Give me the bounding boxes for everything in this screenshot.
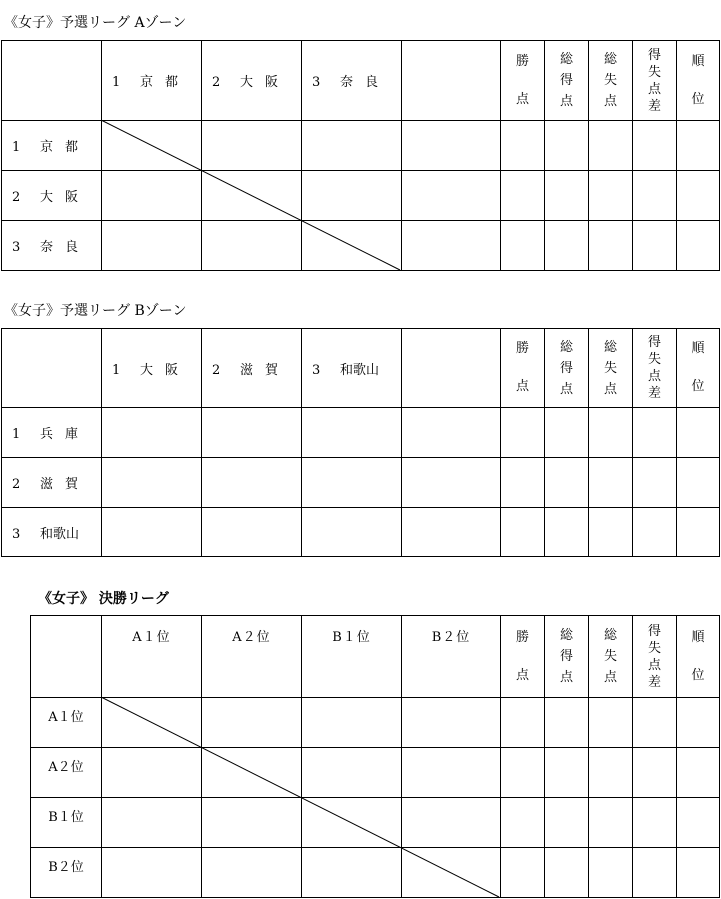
table-row <box>2 121 720 171</box>
table-row <box>2 171 720 221</box>
row-header-team-3: 3 和歌山 <box>2 508 102 557</box>
score-cell[interactable] <box>202 171 302 221</box>
score-cell[interactable] <box>102 408 202 458</box>
col-header-team-3: 3 奈良 <box>302 41 402 121</box>
corner-cell <box>31 616 102 698</box>
total-conceded-header: 総 失 点 <box>589 616 633 698</box>
stat-cell[interactable] <box>501 121 545 171</box>
stat-cell[interactable] <box>633 698 677 748</box>
rank-header: 順 位 <box>677 329 720 408</box>
stat-cell[interactable] <box>589 221 633 271</box>
score-cell[interactable] <box>102 221 202 271</box>
zone-b-title: 《女子》予選リーグ Bゾーン <box>4 303 187 319</box>
score-cell[interactable] <box>102 698 202 748</box>
score-cell[interactable] <box>402 171 501 221</box>
win-points-header: 勝 点 <box>501 616 545 698</box>
stat-cell[interactable] <box>677 408 720 458</box>
stat-cell[interactable] <box>633 171 677 221</box>
stat-cell[interactable] <box>677 458 720 508</box>
stat-cell[interactable] <box>677 698 720 748</box>
score-cell[interactable] <box>202 848 302 898</box>
score-cell[interactable] <box>102 798 202 848</box>
score-cell[interactable] <box>402 798 501 848</box>
score-cell[interactable] <box>302 848 402 898</box>
stat-cell[interactable] <box>545 171 589 221</box>
stat-cell[interactable] <box>677 798 720 848</box>
score-cell[interactable] <box>402 698 501 748</box>
col-header-b1: B１位 <box>302 616 402 698</box>
total-conceded-header: 総 失 点 <box>589 329 633 408</box>
point-diff-header: 得 失 点 差 <box>633 329 677 408</box>
table-row <box>2 408 720 458</box>
score-cell[interactable] <box>202 748 302 798</box>
rank-header: 順 位 <box>677 41 720 121</box>
score-cell[interactable] <box>402 748 501 798</box>
zone-b-table <box>1 328 720 557</box>
stat-cell[interactable] <box>589 748 633 798</box>
stat-cell[interactable] <box>589 698 633 748</box>
score-cell[interactable] <box>102 171 202 221</box>
stat-cell[interactable] <box>545 698 589 748</box>
col-header-team-1: 1 京都 <box>102 41 202 121</box>
row-header-team-2: 2 大阪 <box>2 171 102 221</box>
stat-cell[interactable] <box>545 508 589 557</box>
total-scored-header: 総 得 点 <box>545 616 589 698</box>
stat-cell[interactable] <box>633 748 677 798</box>
stat-cell[interactable] <box>501 221 545 271</box>
zone-a-title: 《女子》予選リーグ Aゾーン <box>4 15 187 31</box>
stat-cell[interactable] <box>545 458 589 508</box>
point-diff-header: 得 失 点 差 <box>633 41 677 121</box>
stat-cell[interactable] <box>589 408 633 458</box>
stat-cell[interactable] <box>501 508 545 557</box>
score-cell[interactable] <box>302 698 402 748</box>
row-header-team-1: 1 兵庫 <box>2 408 102 458</box>
table-row <box>31 798 720 848</box>
score-cell[interactable] <box>102 121 202 171</box>
stat-cell[interactable] <box>633 408 677 458</box>
stat-cell[interactable] <box>589 121 633 171</box>
score-cell[interactable] <box>102 748 202 798</box>
stat-cell[interactable] <box>501 698 545 748</box>
stat-cell[interactable] <box>589 458 633 508</box>
score-cell[interactable] <box>302 171 402 221</box>
score-cell[interactable] <box>402 221 501 271</box>
stat-cell[interactable] <box>633 848 677 898</box>
stat-cell[interactable] <box>501 798 545 848</box>
table-row <box>31 698 720 748</box>
stat-cell[interactable] <box>677 171 720 221</box>
row-header-a1: A１位 <box>31 698 102 748</box>
score-cell[interactable] <box>402 848 501 898</box>
score-cell[interactable] <box>202 698 302 748</box>
table-row <box>2 458 720 508</box>
stat-cell[interactable] <box>633 798 677 848</box>
col-header-team-1: 1 大阪 <box>102 329 202 408</box>
stat-cell[interactable] <box>501 171 545 221</box>
stat-cell[interactable] <box>545 121 589 171</box>
stat-cell[interactable] <box>501 748 545 798</box>
stat-cell[interactable] <box>501 458 545 508</box>
stat-cell[interactable] <box>677 221 720 271</box>
row-header-a2: A２位 <box>31 748 102 798</box>
row-header-team-2: 2 滋賀 <box>2 458 102 508</box>
stat-cell[interactable] <box>589 171 633 221</box>
zone-a-table <box>1 40 720 271</box>
stat-cell[interactable] <box>545 221 589 271</box>
row-header-team-3: 3 奈良 <box>2 221 102 271</box>
col-header-team-2: 2 滋賀 <box>202 329 302 408</box>
score-cell[interactable] <box>202 508 302 557</box>
col-header-team-3: 3 和歌山 <box>302 329 402 408</box>
score-cell[interactable] <box>202 458 302 508</box>
stat-cell[interactable] <box>677 508 720 557</box>
score-cell[interactable] <box>302 798 402 848</box>
stat-cell[interactable] <box>589 798 633 848</box>
col-header-team-2: 2 大阪 <box>202 41 302 121</box>
stat-cell[interactable] <box>501 848 545 898</box>
col-header-a2: A２位 <box>202 616 302 698</box>
corner-cell <box>2 41 102 121</box>
point-diff-header: 得 失 点 差 <box>633 616 677 698</box>
score-cell[interactable] <box>302 508 402 557</box>
stat-cell[interactable] <box>545 848 589 898</box>
stat-cell[interactable] <box>633 508 677 557</box>
blank-header <box>402 41 501 121</box>
score-cell[interactable] <box>302 121 402 171</box>
blank-header <box>402 329 501 408</box>
stat-cell[interactable] <box>545 408 589 458</box>
table-row <box>2 508 720 557</box>
rank-header: 順 位 <box>677 616 720 698</box>
stat-cell[interactable] <box>633 458 677 508</box>
col-header-a1: A１位 <box>102 616 202 698</box>
score-cell[interactable] <box>202 798 302 848</box>
win-points-header: 勝 点 <box>501 329 545 408</box>
stat-cell[interactable] <box>545 798 589 848</box>
score-cell[interactable] <box>302 458 402 508</box>
table-row <box>31 848 720 898</box>
score-cell[interactable] <box>202 221 302 271</box>
stat-cell[interactable] <box>589 848 633 898</box>
stat-cell[interactable] <box>501 408 545 458</box>
score-cell[interactable] <box>302 408 402 458</box>
table-row <box>31 748 720 798</box>
total-scored-header: 総 得 点 <box>545 41 589 121</box>
stat-cell[interactable] <box>677 748 720 798</box>
final-title: 《女子》 決勝リーグ <box>38 591 169 607</box>
score-cell[interactable] <box>402 121 501 171</box>
corner-cell <box>2 329 102 408</box>
score-cell[interactable] <box>402 408 501 458</box>
score-cell[interactable] <box>102 458 202 508</box>
total-scored-header: 総 得 点 <box>545 329 589 408</box>
stat-cell[interactable] <box>545 748 589 798</box>
row-header-b2: B２位 <box>31 848 102 898</box>
stat-cell[interactable] <box>677 848 720 898</box>
stat-cell[interactable] <box>677 121 720 171</box>
stat-cell[interactable] <box>633 121 677 171</box>
score-cell[interactable] <box>402 458 501 508</box>
table-row <box>2 221 720 271</box>
score-cell[interactable] <box>202 408 302 458</box>
stat-cell[interactable] <box>589 508 633 557</box>
score-cell[interactable] <box>102 848 202 898</box>
row-header-b1: B１位 <box>31 798 102 848</box>
total-conceded-header: 総 失 点 <box>589 41 633 121</box>
stat-cell[interactable] <box>633 221 677 271</box>
score-cell[interactable] <box>402 508 501 557</box>
score-cell[interactable] <box>102 508 202 557</box>
score-cell[interactable] <box>302 221 402 271</box>
final-table <box>30 615 720 898</box>
col-header-b2: B２位 <box>402 616 501 698</box>
win-points-header: 勝 点 <box>501 41 545 121</box>
row-header-team-1: 1 京都 <box>2 121 102 171</box>
score-cell[interactable] <box>302 748 402 798</box>
score-cell[interactable] <box>202 121 302 171</box>
